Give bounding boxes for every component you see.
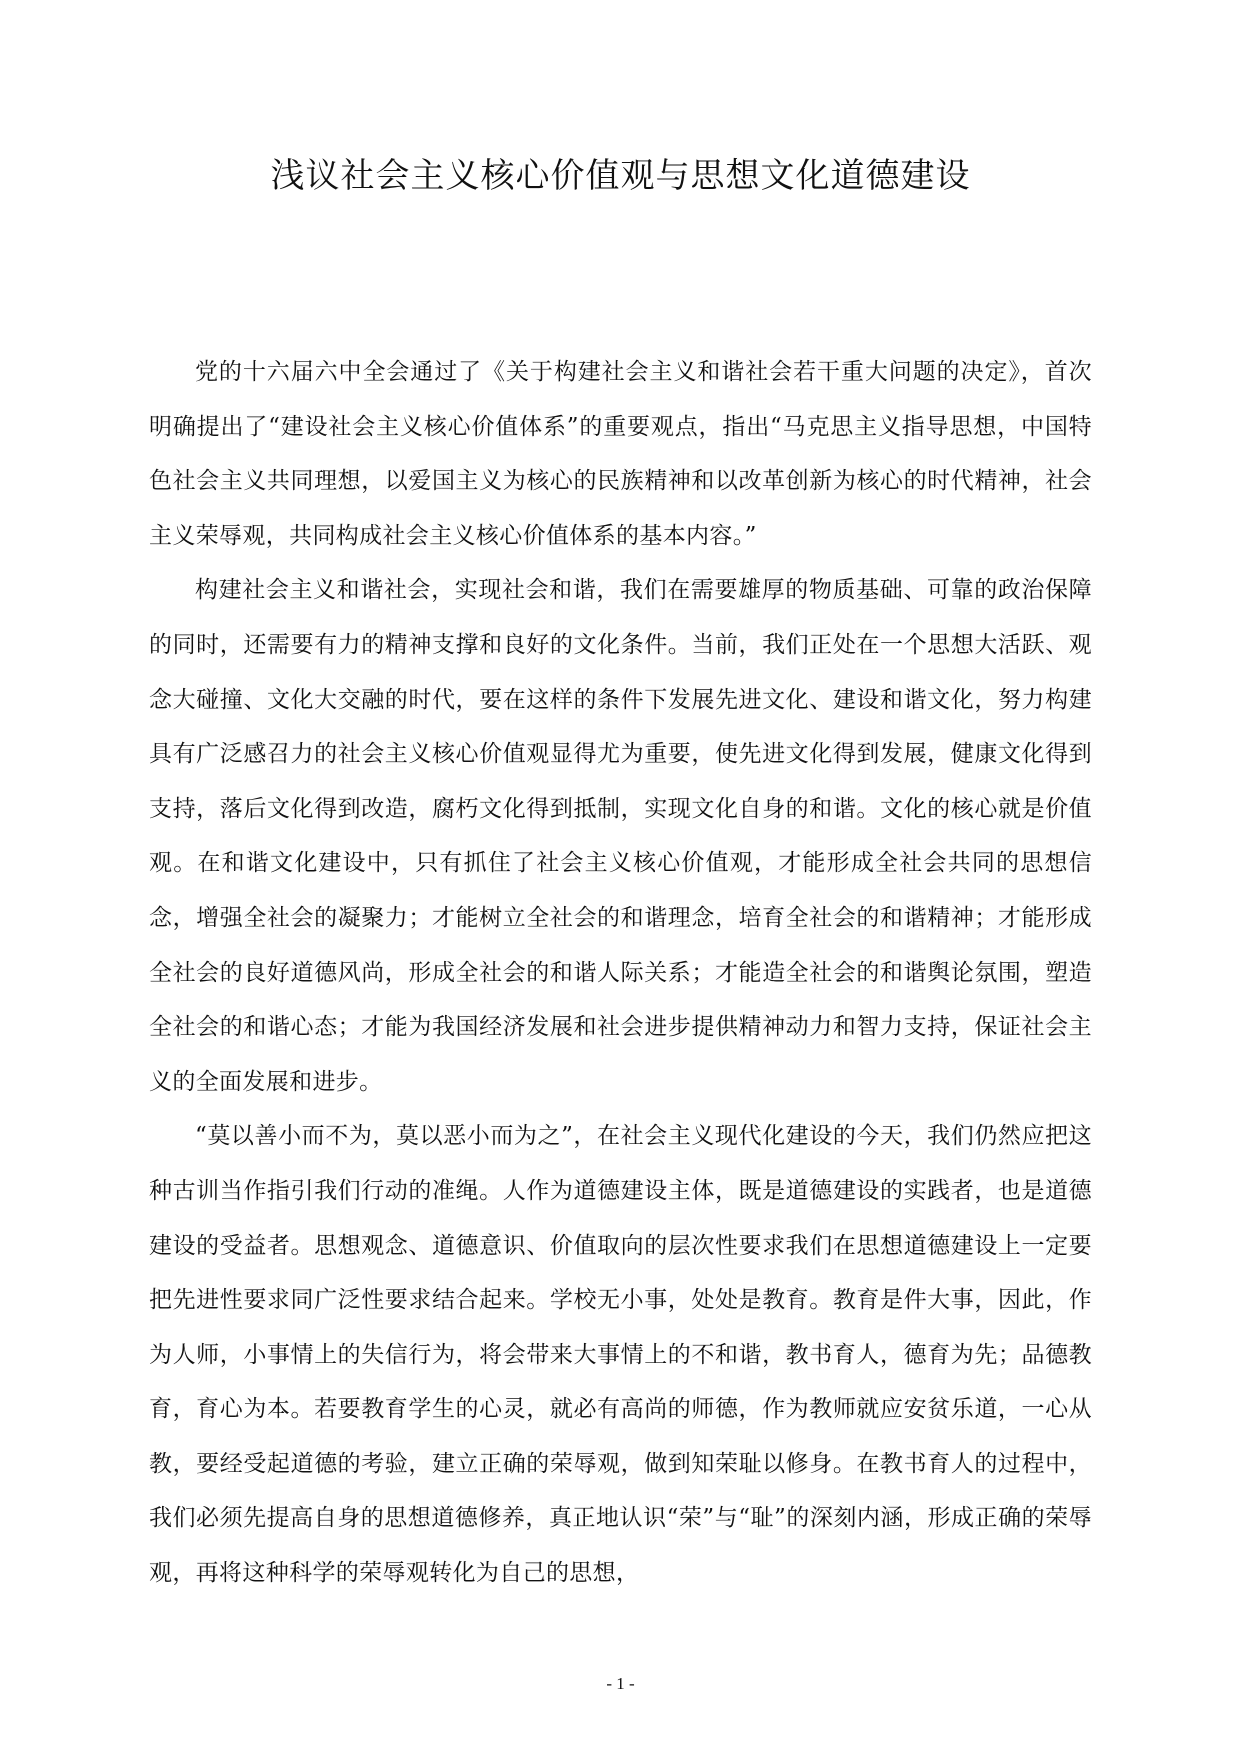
paragraph-2: 构建社会主义和谐社会，实现社会和谐，我们在需要雄厚的物质基础、可靠的政治保障的同时，还需要有力的精神支撑和良好的文化条件。当前，我们正处在一个思想大活跃、观念大碰撞、文化大交融的时代，要在这样的条件下发展先进文化、建设和谐文化，努力构建具有广泛感召力的社会主义核心价值观显得尤为重要，使先进文化得到发展，健康文化得到支持，落后文化得到改造，腐朽文化得到抵制，实现文化自身的和谐。文化的核心就是价值观。在和谐文化建设中，只有抓住了社会主义核心价值观，才能形成全社会共同的思想信念，增强全社会的凝聚力；才能树立全社会的和谐理念，培育全社会的和谐精神；才能形成全社会的良好道德风尚，形成全社会的和谐人际关系；才能造全社会的和谐舆论氛围，塑造全社会的和谐心态；才能为我国经济发展和社会进步提供精神动力和智力支持，保证社会主义的全面发展和进步。 [149, 577, 1092, 1095]
paragraph-3: “莫以善小而不为，莫以恶小而为之”，在社会主义现代化建设的今天，我们仍然应把这种古训当作指引我们行动的准绳。人作为道德建设主体，既是道德建设的实践者，也是道德建设的受益者。思想观念、道德意识、价值取向的层次性要求我们在思想道德建设上一定要把先进性要求同广泛性要求结合起来。学校无小事，处处是教育。教育是件大事，因此，作为人师，小事情上的失信行为，将会带来大事情上的不和谐，教书育人，德育为先；品德教育，育心为本。若要教育学生的心灵，就必有高尚的师德，作为教师就应安贫乐道，一心从教，要经受起道德的考验，建立正确的荣辱观，做到知荣耻以修身。在教书育人的过程中，我们必须先提高自身的思想道德修养，真正地认识“荣”与“耻”的深刻内涵，形成正确的荣辱观，再将这种科学的荣辱观转化为自己的思想， [149, 1123, 1092, 1587]
document-title: 浅议社会主义核心价值观与思想文化道德建设 [270, 156, 971, 196]
document-body [149, 345, 1092, 1601]
paragraph-1: 党的十六届六中全会通过了《关于构建社会主义和谐社会若干重大问题的决定》，首次明确提出了“建设社会主义核心价值体系”的重要观点，指出“马克思主义指导思想，中国特色社会主义共同理想，以爱国主义为核心的民族精神和以改革创新为核心的时代精神，社会主义荣辱观，共同构成社会主义核心价值体系的基本内容。” [149, 359, 1092, 549]
page-number: - 1 - [606, 1674, 635, 1693]
